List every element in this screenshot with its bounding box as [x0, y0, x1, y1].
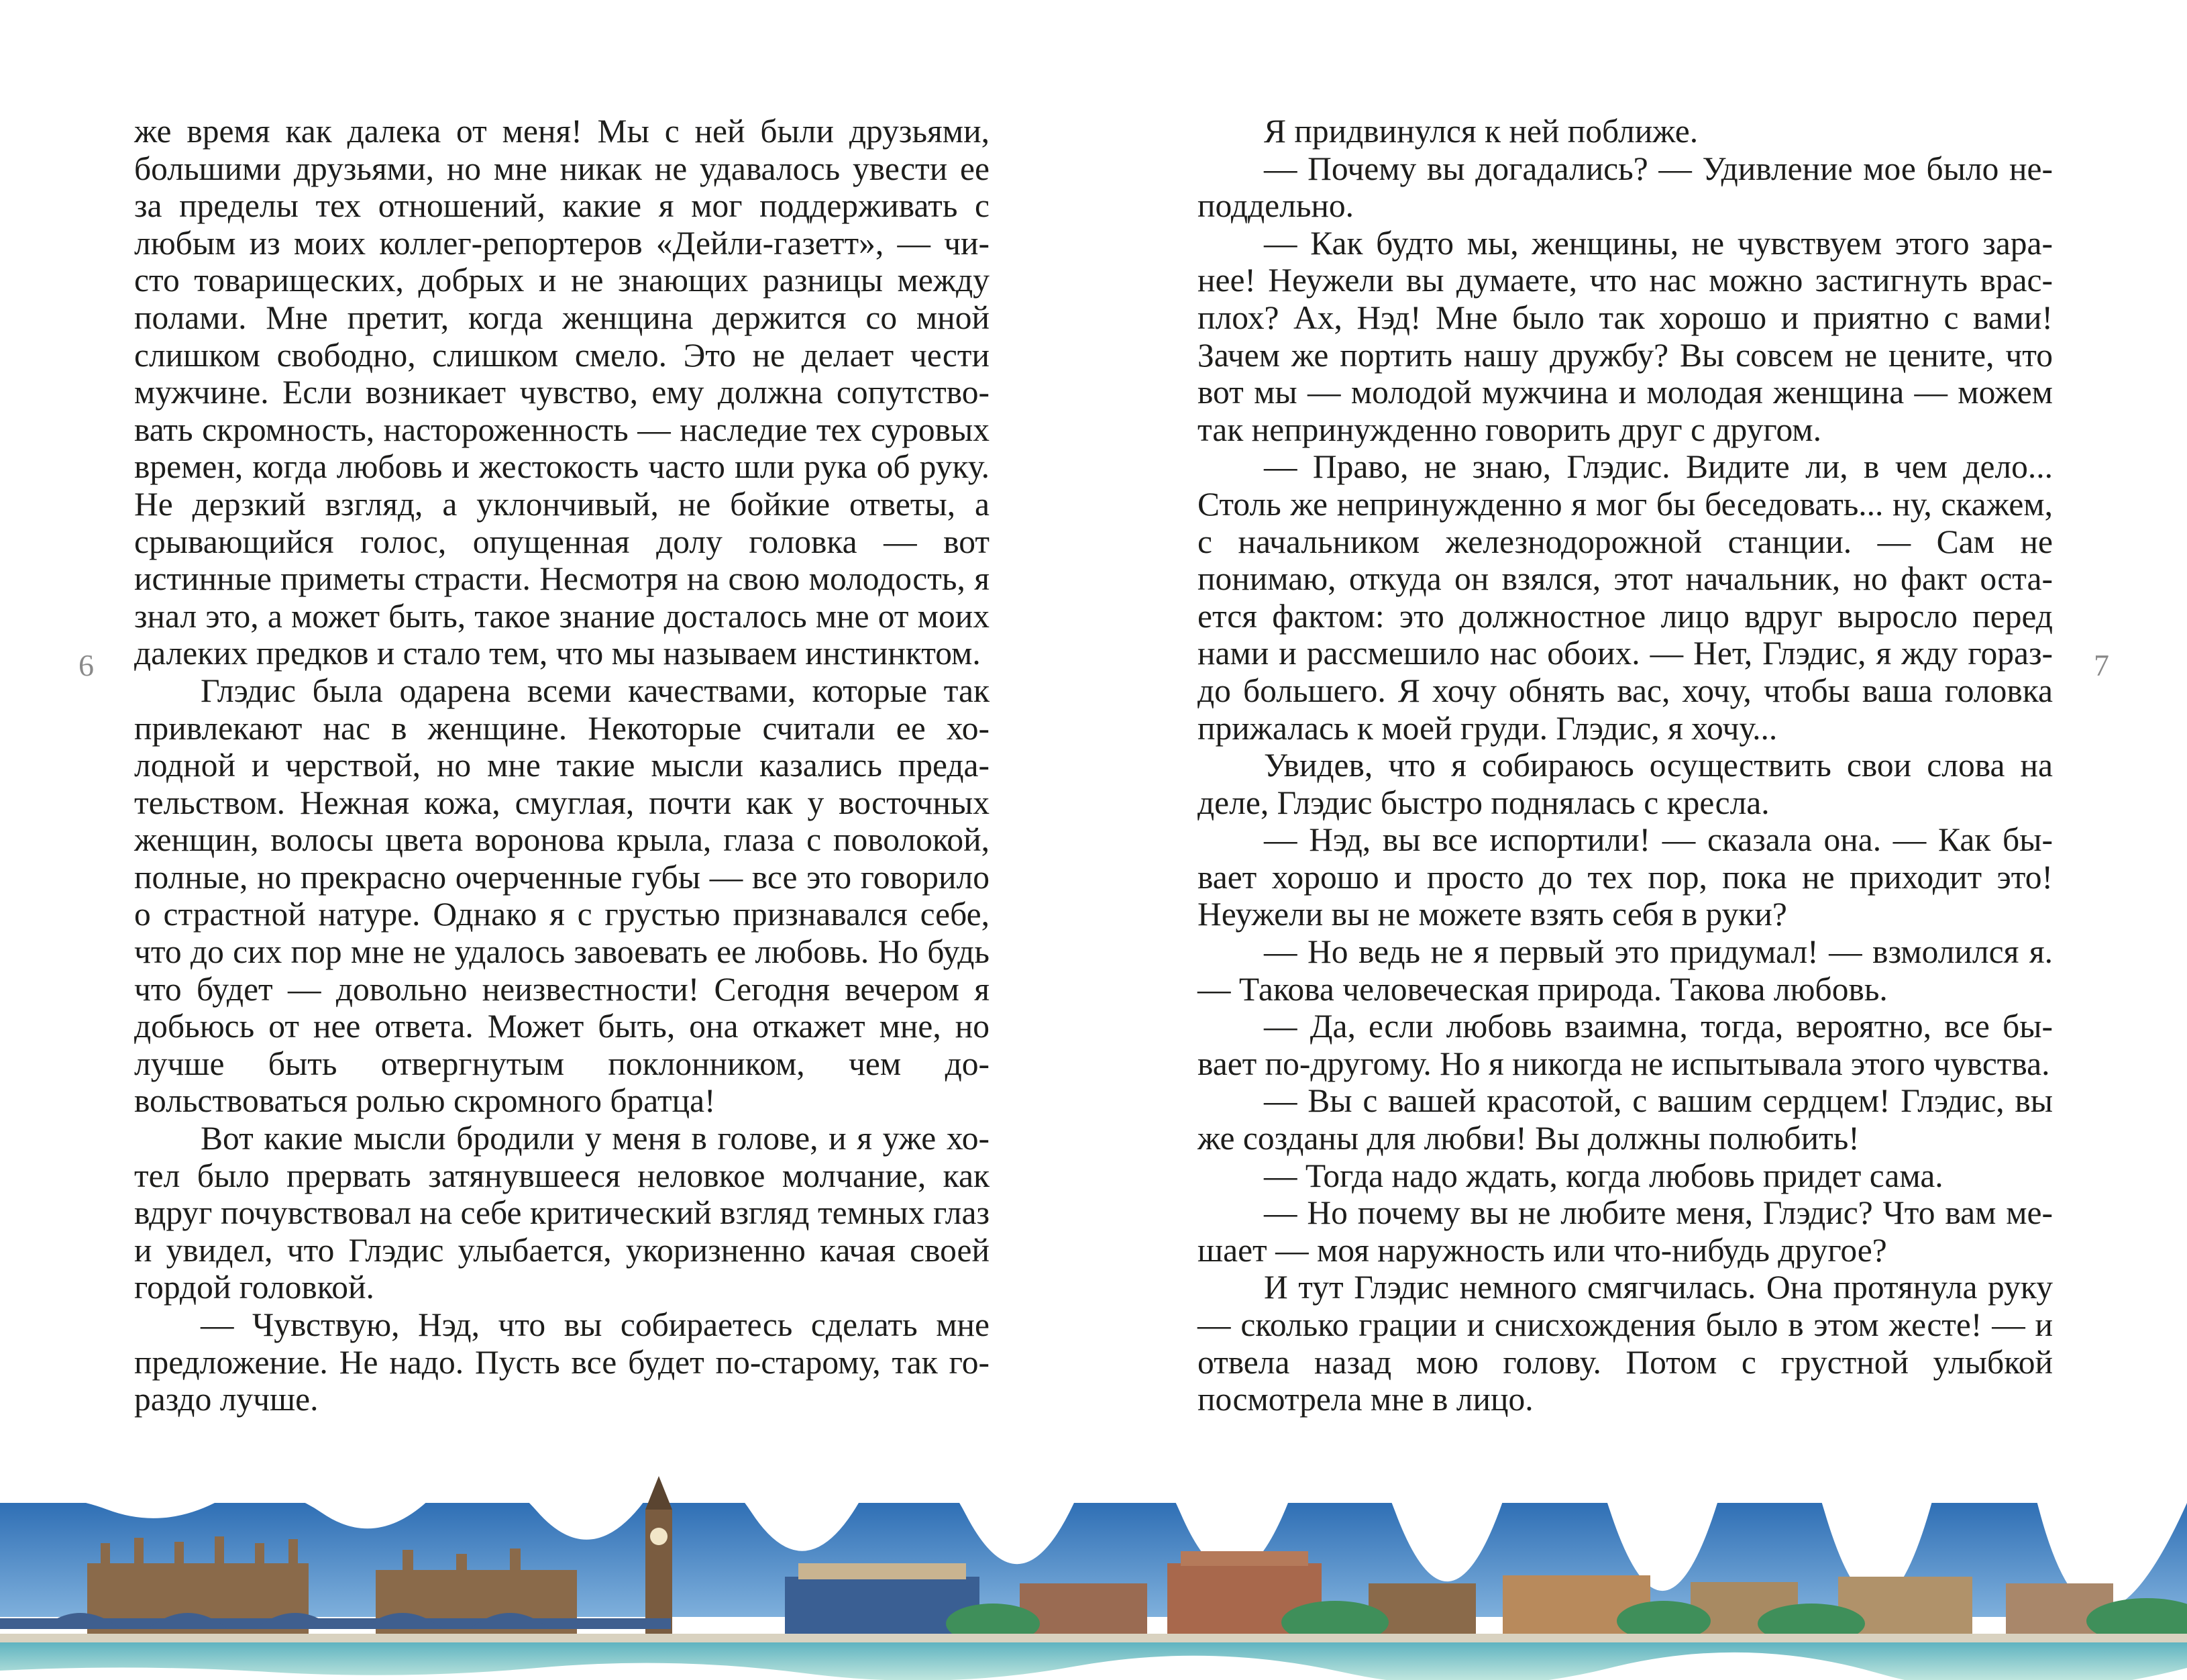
clock-tower	[645, 1476, 672, 1637]
paragraph: Увидев, что я собираюсь осуществить свои слова на деле, Глэдис быстро поднялась с кресла.	[1197, 747, 2053, 821]
paragraph: — Нэд, вы все испортили! — сказала она. — Как бывает хорошо и просто до тех пор, пока не приходит это! Неужели вы не можете взять себя в руки?	[1197, 821, 2053, 933]
paragraph: — Да, если любовь взаимна, тогда, вероятно, все бывает по-другому. Но я никогда не испытывала этого чувства.	[1197, 1008, 2053, 1082]
paragraph: — Но почему вы не любите меня, Глэдис? Что вам мешает — моя наружность или что-нибудь другое?	[1197, 1194, 2053, 1269]
paragraph: же время как далека от меня! Мы с ней были друзьями, большими друзьями, но мне никак не удавалось увести ее за пределы тех отношений, какие я мог поддерживать с любым из моих коллег-репортеров «Дейли-газетт», — чисто товарищеских, добрых и не знающих разницы между полами. Мне претит, когда женщина держится со мной слишком свободно, слишком смело. Это не делает чести мужчине. Если возникает чувство, ему должна сопутствовать скромность, настороженность — наследие тех суровых времен, когда любовь и жестокость часто шли рука об руку. Не дерзкий взгляд, а уклончивый, не бойкие ответы, а срывающийся голос, опущенная долу головка — вот истинные приметы страсти. Несмотря на свою молодость, я знал это, а может быть, такое знание досталось мне от моих далеких предков и стало тем, что мы называем инстинктом.	[134, 113, 990, 672]
paragraph: — Вы с вашей красотой, с вашим сердцем! Глэдис, вы же созданы для любви! Вы должны полюбить!	[1197, 1082, 2053, 1157]
right-page-text	[1197, 113, 2053, 1418]
paragraph: Я придвинулся к ней поближе.	[1264, 113, 1699, 150]
london-panorama-illustration	[0, 1463, 2187, 1680]
left-page-text	[134, 113, 990, 1418]
paragraph: — Чувствую, Нэд, что вы собираетесь сделать мне предложение. Не надо. Пусть все будет по-старому, так гораздо лучше.	[134, 1306, 990, 1418]
page-number-right: 7	[2094, 648, 2109, 682]
paragraph: — Как будто мы, женщины, не чувствуем этого заранее! Неужели вы думаете, что нас можно застигнуть врасплох? Ах, Нэд! Мне было так хорошо и приятно с вами! Зачем же портить нашу дружбу? Вы совсем не цените, что вот мы — молодой мужчина и молодая женщина — можем так непринужденно говорить друг с другом.	[1197, 224, 2053, 448]
paragraph: И тут Глэдис немного смягчилась. Она протянула руку — сколько грации и снисхождения было в этом жесте! — и отвела назад мою голову. Потом с грустной улыбкой посмотрела мне в лицо.	[1197, 1269, 2053, 1418]
paragraph: — Но ведь не я первый это придумал! — взмолился я. — Такова человеческая природа. Такова любовь.	[1197, 933, 2053, 1008]
page-number-left: 6	[78, 648, 94, 682]
paragraph: Глэдис была одарена всеми качествами, которые так привлекают нас в женщине. Некоторые считали ее холодной и черствой, но мне такие мысли казались предательством. Нежная кожа, смуглая, почти как у восточных женщин, волосы цвета воронова крыла, глаза с поволокой, полные, но прекрасно очерченные губы — все это говорило о страстной натуре. Однако я с грустью признавался себе, что до сих пор мне не удалось завоевать ее любовь. Но будь что будет — довольно неизвестности! Сегодня вечером я добьюсь от нее ответа. Может быть, она откажет мне, но лучше быть отвергнутым поклонником, чем довольствоваться ролью скромного братца!	[134, 672, 990, 1120]
paragraph: Вот какие мысли бродили у меня в голове, и я уже хотел было прервать затянувшееся неловкое молчание, как вдруг почувствовал на себе критический взгляд темных глаз и увидел, что Глэдис улыбается, укоризненно качая своей гордой головкой.	[134, 1120, 990, 1306]
paragraph: — Право, не знаю, Глэдис. Видите ли, в чем дело... Столь же непринужденно я мог бы беседовать... ну, скажем, с начальником железнодорожной станции. — Сам не понимаю, откуда он взялся, этот начальник, но факт остается фактом: это должностное лицо вдруг выросло перед нами и рассмешило нас обоих. — Нет, Глэдис, я жду гораздо большего. Я хочу обнять вас, хочу, чтобы ваша головка прижалась к моей груди. Глэдис, я хочу...	[1197, 448, 2053, 747]
paragraph: — Почему вы догадались? — Удивление мое было неподдельно.	[1197, 150, 2053, 225]
paragraph: — Тогда надо ждать, когда любовь придет сама.	[1264, 1157, 1943, 1194]
embankment	[0, 1634, 2187, 1643]
